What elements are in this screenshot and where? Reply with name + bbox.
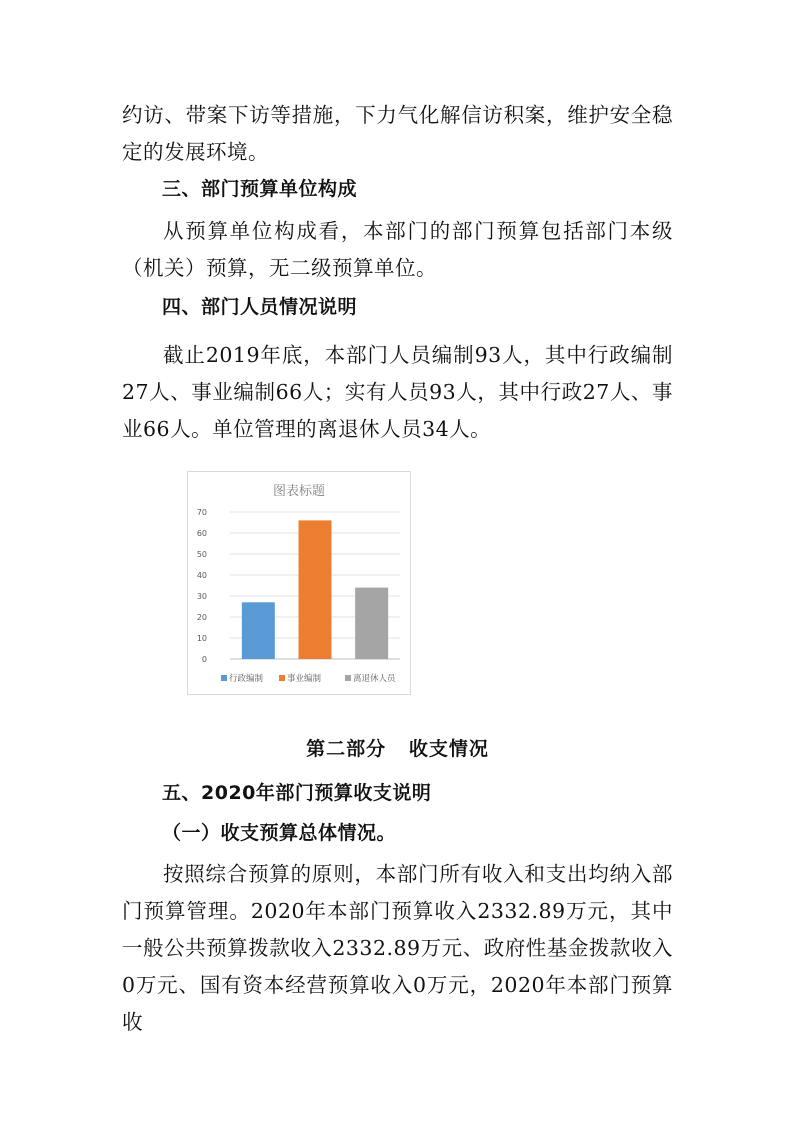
paragraph-petition: 约访、带案下访等措施，下力气化解信访积案，维护安全稳定的发展环境。: [122, 103, 673, 164]
part-two-heading-text: 第二部分 收支情况: [306, 738, 489, 760]
y-tick-label: 50: [196, 550, 207, 559]
bar-2: [299, 520, 332, 659]
legend-swatch: [221, 675, 227, 681]
legend-swatch: [345, 675, 351, 681]
y-tick-label: 20: [196, 613, 207, 622]
y-tick-label: 10: [196, 634, 207, 643]
y-tick-label: 70: [196, 508, 207, 517]
paragraph-personnel: 截止2019年底，本部门人员编制93人，其中行政编制27人、事业编制66人；实有人员93人，其中行政27人、事业66人。单位管理的离退休人员34人。: [122, 343, 673, 441]
heading-budget-units: 三、部门预算单位构成: [162, 178, 358, 200]
y-tick-label: 60: [196, 529, 207, 538]
bar-3: [355, 588, 388, 659]
bar-1: [242, 602, 275, 659]
paragraph-budget-units: 从预算单位构成看，本部门的部门预算包括部门本级（机关）预算，无二级预算单位。: [122, 219, 673, 280]
chart-title: 图表标题: [272, 484, 326, 499]
legend-label: 离退休人员: [353, 674, 396, 684]
legend-swatch: [279, 675, 285, 681]
paragraph-overall-budget: 按照综合预算的原则，本部门所有收入和支出均纳入部门预算管理。2020年本部门预算收入2332.89万元，其中一般公共预算拨款收入2332.89万元、政府性基金拨款收入0万元、国有资本经营预算收入0万元，2020年本部门预算收: [122, 862, 673, 1034]
heading-budget-explanation: 五、2020年部门预算收支说明: [162, 782, 432, 804]
chart-legend: [221, 673, 397, 684]
chart-canvas: [188, 472, 410, 694]
chart-bars: [242, 520, 388, 659]
part-two-heading: [122, 731, 673, 768]
y-tick-label: 0: [201, 655, 207, 664]
legend-label: 事业编制: [287, 674, 322, 684]
personnel-bar-chart: [187, 471, 411, 695]
y-tick-label: 40: [196, 571, 207, 580]
heading-personnel: 四、部门人员情况说明: [162, 296, 358, 318]
legend-label: 行政编制: [229, 674, 264, 684]
y-tick-label: 30: [196, 592, 207, 601]
heading-overall-budget: （一）收支预算总体情况。: [162, 822, 397, 844]
